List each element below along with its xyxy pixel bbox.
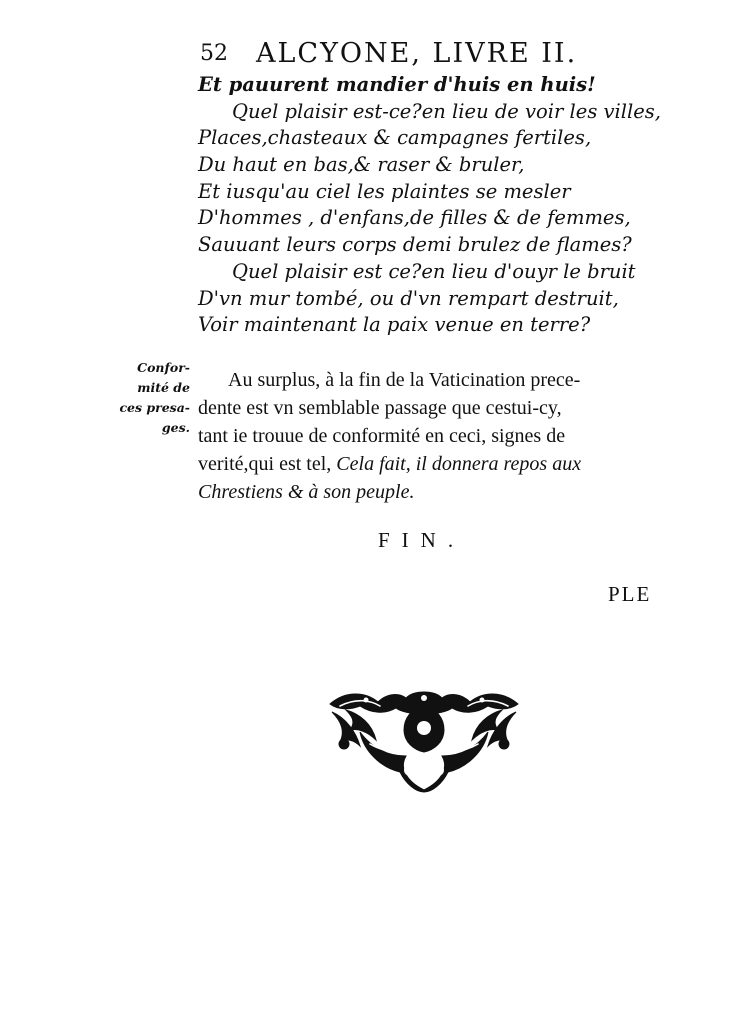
verse-block bbox=[198, 72, 678, 339]
verse-line: Du haut en bas,& raser & bruler, bbox=[198, 153, 525, 177]
prose-line: Au surplus, à la fin de la Vaticination prece- bbox=[228, 369, 581, 391]
tailpiece-ornament-icon bbox=[326, 688, 522, 794]
verse-line: Et iusqu'au ciel les plaintes se mesler bbox=[198, 179, 571, 203]
verse-line: Et pauurent mandier d'huis en huis! bbox=[198, 73, 596, 96]
prose-italic-quote: Cela fait, il donnera repos aux bbox=[336, 453, 582, 475]
prose-paragraph bbox=[198, 366, 676, 506]
running-title: ALCYONE, LIVRE II. bbox=[256, 38, 578, 69]
prose-line: dente est vn semblable passage que cestui-cy, bbox=[198, 397, 562, 419]
prose-line: Chrestiens & à son peuple. bbox=[198, 481, 415, 503]
marginal-note-line: Confor- bbox=[137, 360, 190, 375]
verse-line: Quel plaisir est ce?en lieu d'ouyr le bruit bbox=[232, 259, 636, 283]
catchword: PLE bbox=[608, 582, 652, 606]
fin-mark: FIN. bbox=[378, 528, 466, 552]
marginal-note-line: ges. bbox=[161, 420, 190, 435]
verse-line: Voir maintenant la paix venue en terre? bbox=[198, 313, 591, 337]
prose-line bbox=[198, 450, 676, 478]
running-header bbox=[200, 36, 630, 72]
verse-line: Sauuant leurs corps demi brulez de flames? bbox=[198, 233, 632, 257]
verse-line: D'hommes , d'enfans,de filles & de femmes, bbox=[198, 206, 631, 230]
verse-line: Quel plaisir est-ce?en lieu de voir les villes, bbox=[232, 99, 662, 123]
prose-line: tant ie trouue de conformité en ceci, signes de bbox=[198, 425, 566, 447]
verse-line: Places,chasteaux & campagnes fertiles, bbox=[198, 126, 592, 150]
page-number: 52 bbox=[200, 41, 228, 66]
marginal-note bbox=[104, 358, 190, 438]
marginal-note-line: mité de bbox=[137, 380, 190, 395]
verse-line: D'vn mur tombé, ou d'vn rempart destruit, bbox=[198, 286, 619, 310]
prose-roman-text: verité,qui est tel, bbox=[198, 453, 337, 475]
marginal-note-line: ces presa- bbox=[119, 400, 190, 415]
